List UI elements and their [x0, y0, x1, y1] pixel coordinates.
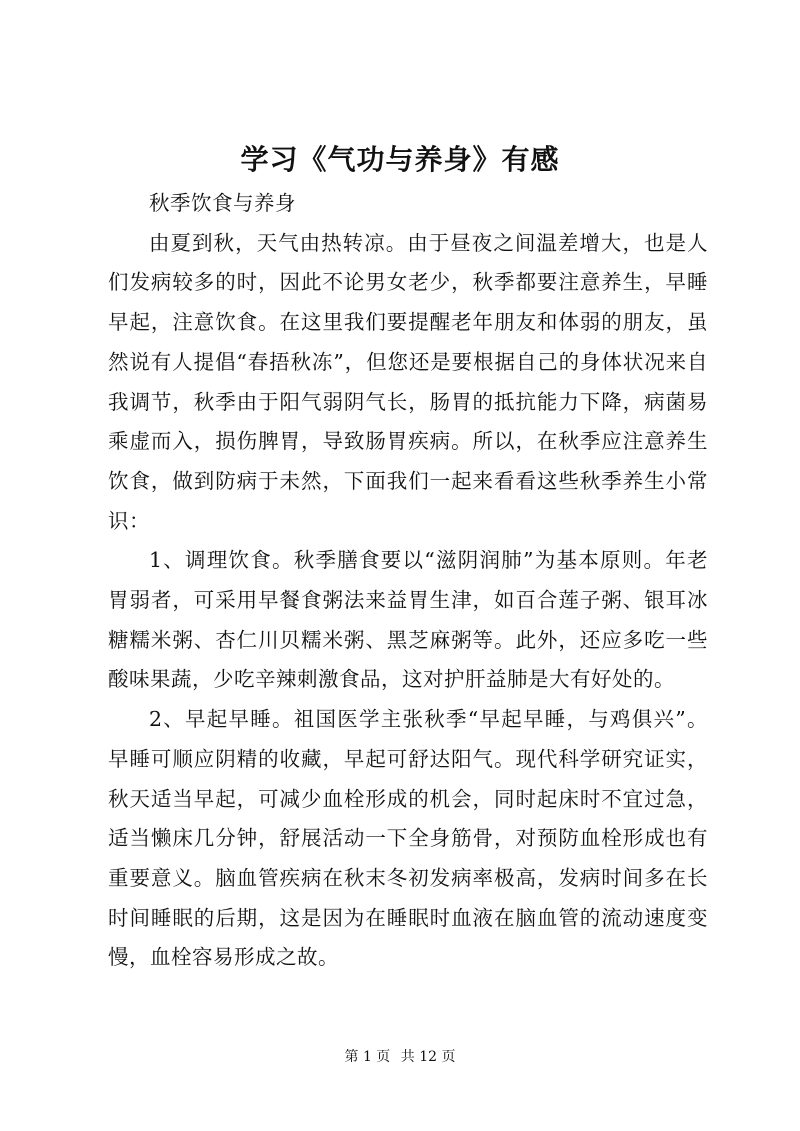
intro-paragraph: 由夏到秋，天气由热转凉。由于昼夜之间温差增大，也是人们发病较多的时，因此不论男女老少，秋季都要注意养生，早睡早起，注意饮食。在这里我们要提醒老年朋友和体弱的朋友，虽然说有人提倡“春捂秋冻”，但您还是要根据自己的身体状况来自我调节，秋季由于阳气弱阴气长，肠胃的抵抗能力下降，病菌易乘虚而入，损伤脾胃，导致肠胃疾病。所以，在秋季应注意养生饮食，做到防病于未然，下面我们一起来看看这些秋季养生小常识：	[108, 230, 708, 533]
diet-paragraph: 1、调理饮食。秋季膳食要以“滋阴润肺”为基本原则。年老胃弱者，可采用早餐食粥法来益胃生津，如百合莲子粥、银耳冰糖糯米粥、杏仁川贝糯米粥、黑芝麻粥等。此外，还应多吃一些酸味果蔬，少吃辛辣刺激食品，这对护肝益肺是大有好处的。	[108, 548, 708, 692]
page-footer	[0, 1046, 800, 1066]
page-total: 共 12 页	[400, 1049, 456, 1065]
document-body	[108, 184, 708, 978]
sleep-paragraph: 2、早起早睡。祖国医学主张秋季“早起早睡，与鸡俱兴”。早睡可顺应阴精的收藏，早起可舒达阳气。现代科学研究证实，秋天适当早起，可减少血栓形成的机会，同时起床时不宜过急，适当懒床几分钟，舒展活动一下全身筋骨，对预防血栓形成也有重要意义。脑血管疾病在秋末冬初发病率极高，发病时间多在长时间睡眠的后期，这是因为在睡眠时血液在脑血管的流动速度变慢，血栓容易形成之故。	[108, 707, 708, 970]
page-number: 第 1 页	[344, 1049, 391, 1065]
document-title: 学习《气功与养身》有感	[240, 143, 560, 176]
section-heading: 秋季饮食与养身	[149, 191, 296, 215]
